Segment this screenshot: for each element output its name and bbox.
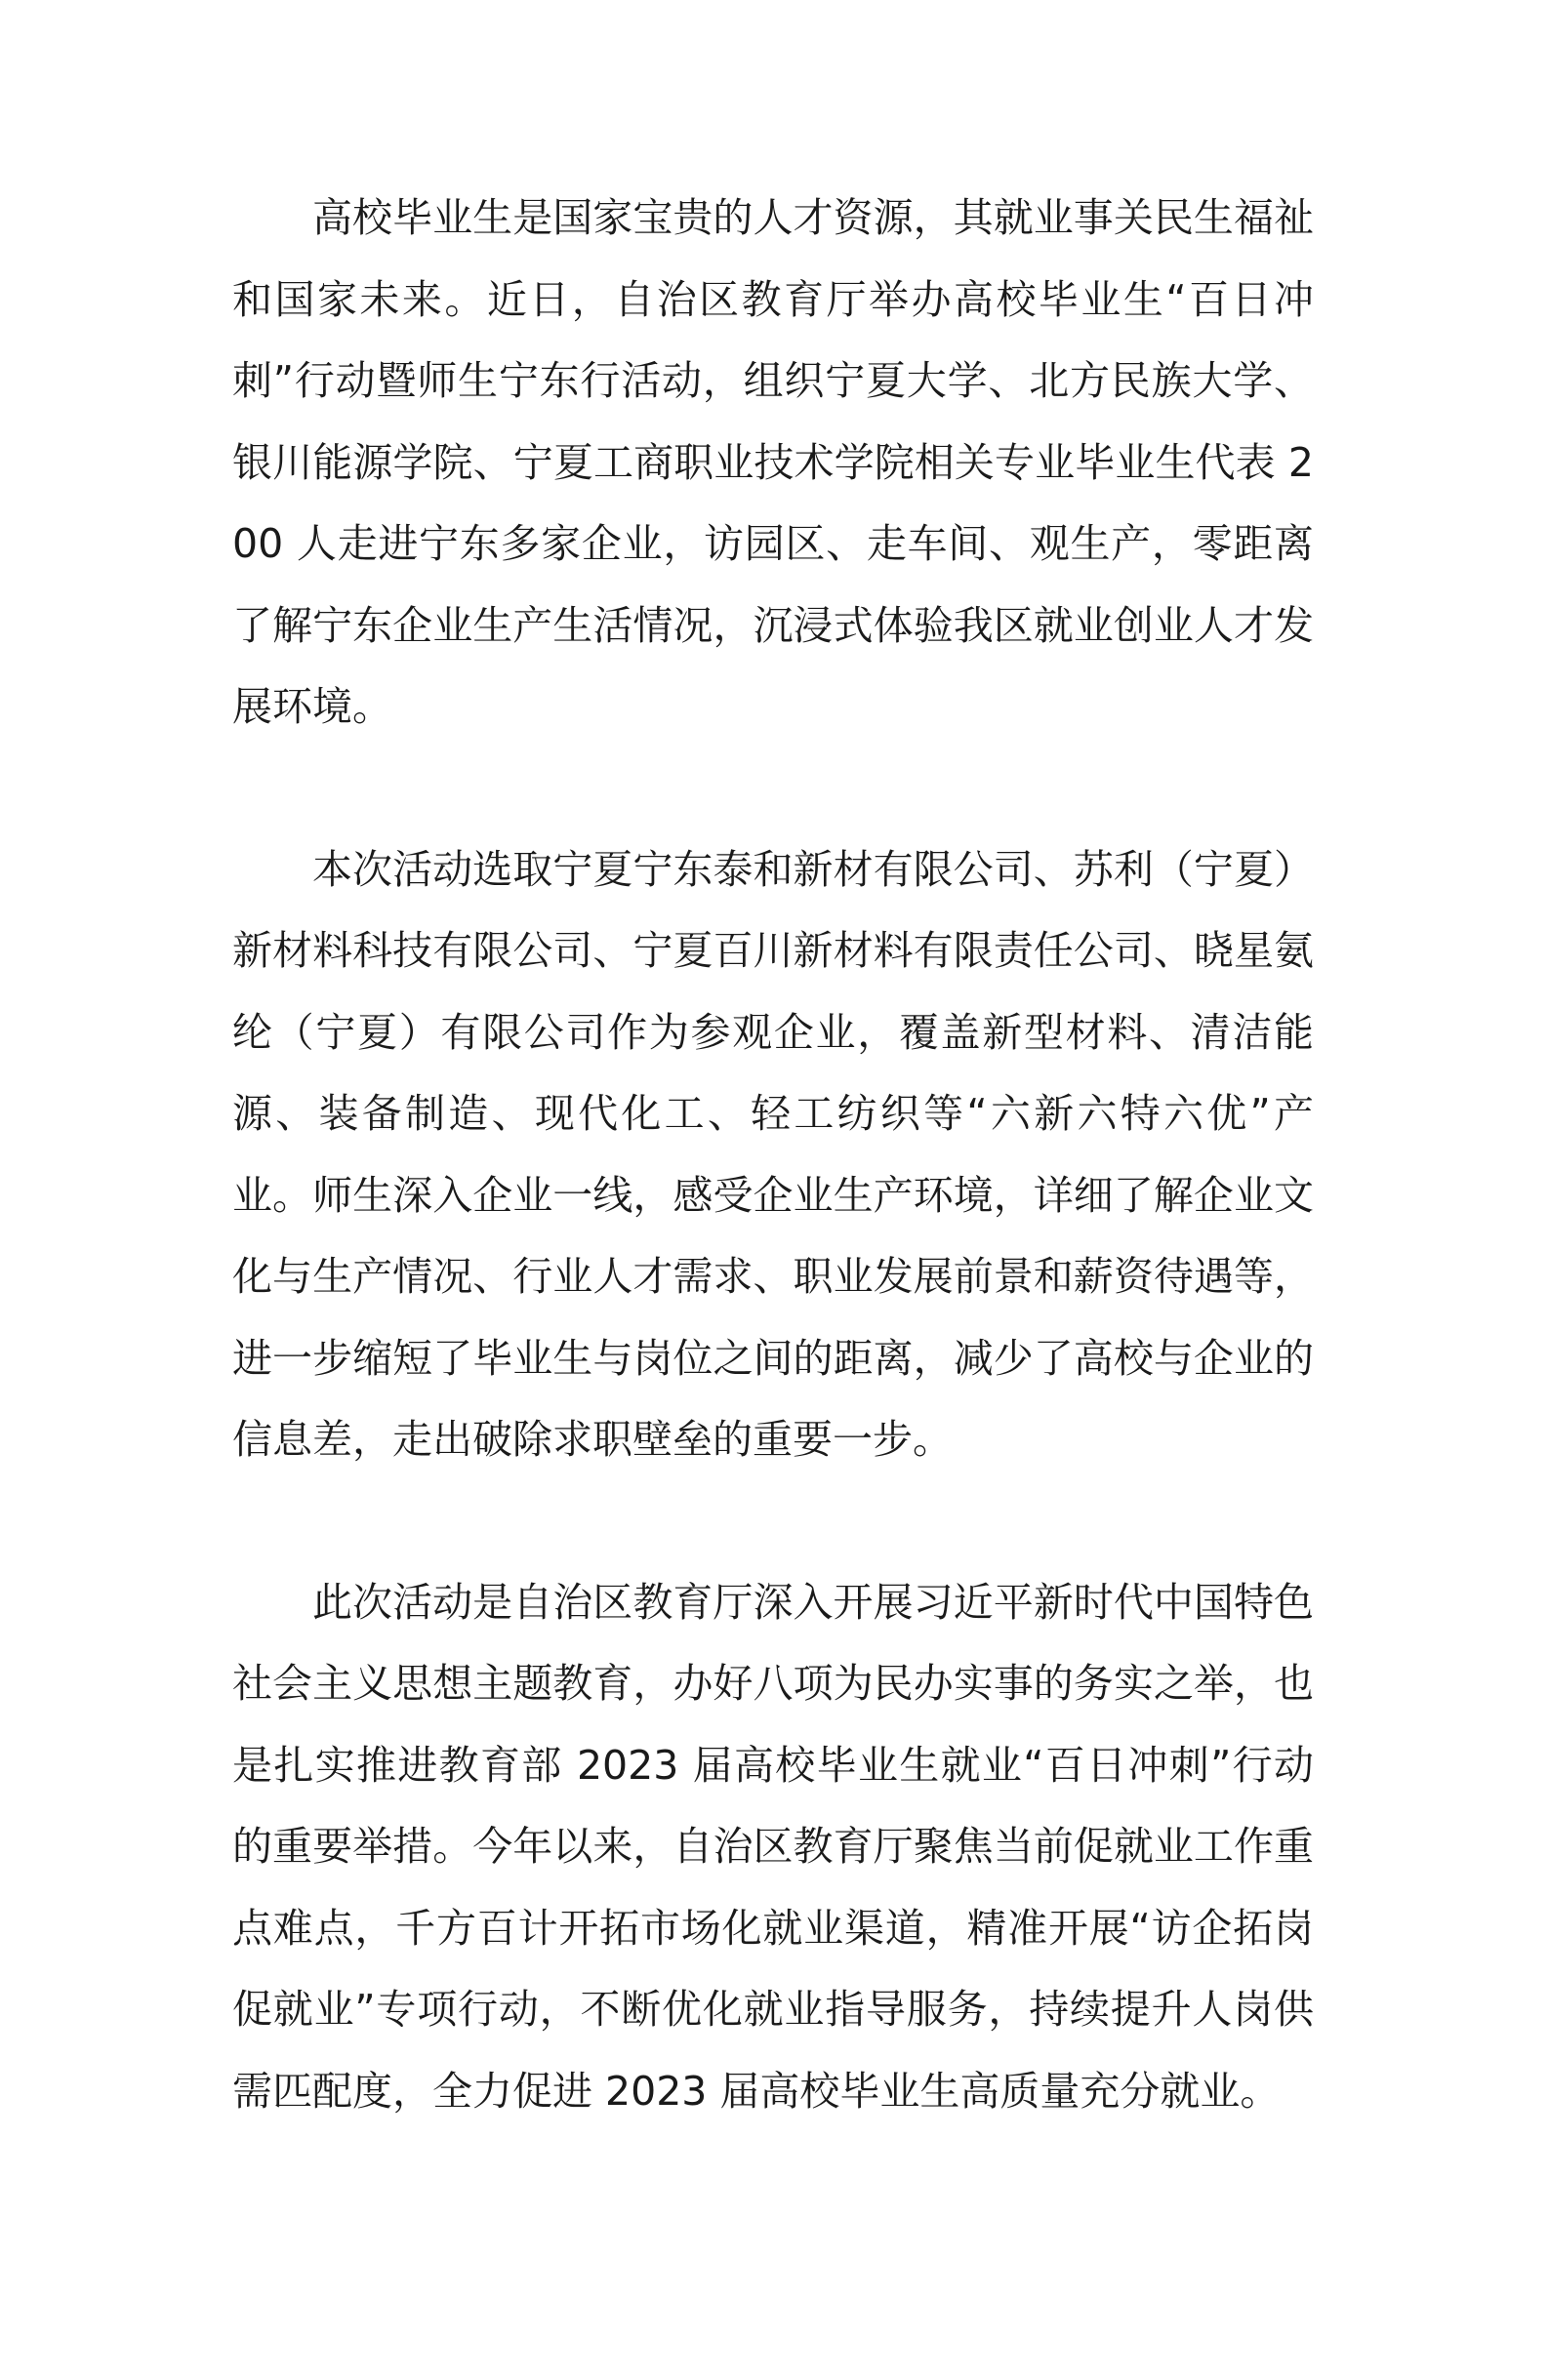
paragraph-intro: 高校毕业生是国家宝贵的人才资源，其就业事关民生福祉和国家未来。近日，自治区教育厅举办高校毕业生“百日冲刺”行动暨师生宁东行活动，组织宁夏大学、北方民族大学、银川能源学院、宁夏工商职业技术学院相关专业毕业生代表 200 人走进宁东多家企业，访园区、走车间、观生产，零距离了解宁东企业生产生活情况，沉浸式体验我区就业创业人才发展环境。: [232, 194, 1314, 730]
paragraph-significance: 此次活动是自治区教育厅深入开展习近平新时代中国特色社会主义思想主题教育，办好八项为民办实事的务实之举，也是扎实推进教育部 2023 届高校毕业生就业“百日冲刺”行动的重要举措。今年以来，自治区教育厅聚焦当前促就业工作重点难点，千方百计开拓市场化就业渠道，精准开展“访企拓岗促就业”专项行动，不断优化就业指导服务，持续提升人岗供需匹配度，全力促进 2023 届高校毕业生高质量充分就业。: [232, 1578, 1314, 2115]
paragraph-activity-details: 本次活动选取宁夏宁东泰和新材有限公司、苏利（宁夏）新材料科技有限公司、宁夏百川新材料有限责任公司、晓星氨纶（宁夏）有限公司作为参观企业，覆盖新型材料、清洁能源、装备制造、现代化工、轻工纺织等“六新六特六优”产业。师生深入企业一线，感受企业生产环境，详细了解企业文化与生产情况、行业人才需求、职业发展前景和薪资待遇等，进一步缩短了毕业生与岗位之间的距离，减少了高校与企业的信息差，走出破除求职壁垒的重要一步。: [232, 845, 1314, 1463]
article-body: [232, 178, 1314, 2132]
